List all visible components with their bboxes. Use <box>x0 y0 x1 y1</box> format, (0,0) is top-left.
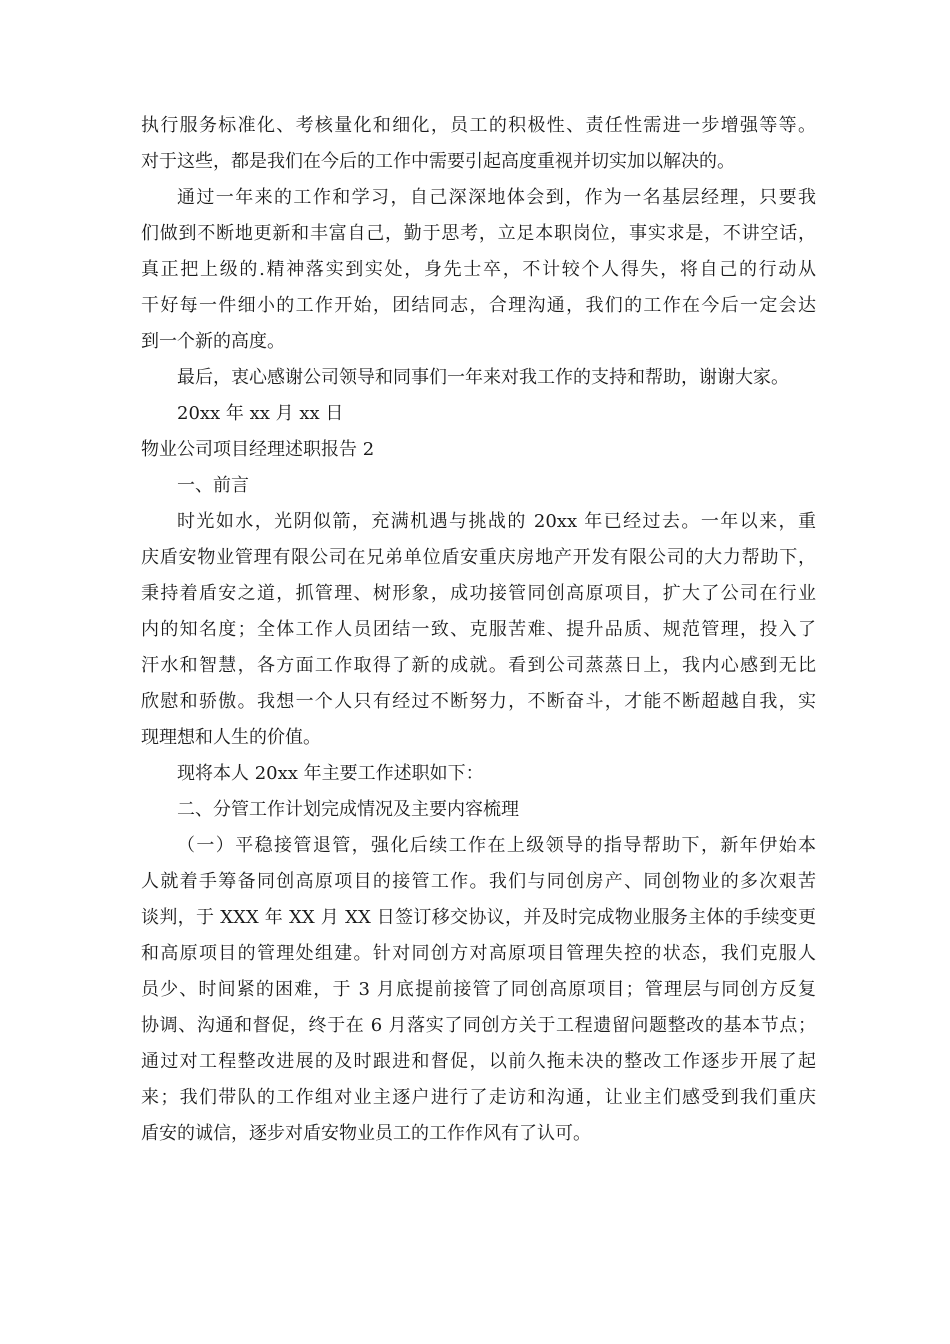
text-line: 通过一年来的工作和学习，自己深深地体会到，作为一名基层经理，只要我 <box>177 187 816 208</box>
text-line: 对于这些，都是我们在今后的工作中需要引起高度重视并切实加以解决的。 <box>141 151 735 172</box>
paragraph-thanks <box>141 360 816 396</box>
paragraph-preface <box>141 504 816 756</box>
text-line: 协调、沟通和督促，终于在 6 月落实了同创方关于工程遗留问题整改的基本节点； <box>141 1015 816 1036</box>
paragraph-intro <box>141 756 816 792</box>
text-line: 最后，衷心感谢公司领导和同事们一年来对我工作的支持和帮助，谢谢大家。 <box>177 367 789 388</box>
text-line: 谈判，于 XXX 年 XX 月 XX 日签订移交协议，并及时完成物业服务主体的手续变更 <box>141 907 816 928</box>
text-line: 们做到不断地更新和丰富自己，勤于思考，立足本职岗位，事实求是，不讲空话， <box>141 223 816 244</box>
date-line: 20xx 年 xx 月 xx 日 <box>177 403 344 424</box>
text-line: 人就着手筹备同创高原项目的接管工作。我们与同创房产、同创物业的多次艰苦 <box>141 871 816 892</box>
text-line: 庆盾安物业管理有限公司在兄弟单位盾安重庆房地产开发有限公司的大力帮助下， <box>141 547 816 568</box>
paragraph-date <box>141 396 816 432</box>
text-line: 时光如水，光阴似箭，充满机遇与挑战的 20xx 年已经过去。一年以来，重 <box>177 511 816 532</box>
text-line: （一）平稳接管退管，强化后续工作在上级领导的指导帮助下，新年伊始本 <box>177 835 816 856</box>
text-line: 欣慰和骄傲。我想一个人只有经过不断努力，不断奋斗，才能不断超越自我，实 <box>141 691 816 712</box>
heading-line: 一、前言 <box>177 475 249 496</box>
text-line: 到一个新的高度。 <box>141 331 285 352</box>
text-line: 现理想和人生的价值。 <box>141 727 321 748</box>
heading-line: 二、分管工作计划完成情况及主要内容梳理 <box>177 799 519 820</box>
text-line: 执行服务标准化、考核量化和细化，员工的积极性、责任性需进一步增强等等。 <box>141 115 816 136</box>
paragraph-takeover <box>141 828 816 1152</box>
document-body <box>141 108 816 1152</box>
report-title <box>141 432 816 468</box>
text-line: 干好每一件细小的工作开始，团结同志，合理沟通，我们的工作在今后一定会达 <box>141 295 816 316</box>
text-line: 和高原项目的管理处组建。针对同创方对高原项目管理失控的状态，我们克服人 <box>141 943 816 964</box>
text-line: 内的知名度；全体工作人员团结一致、克服苦难、提升品质、规范管理，投入了 <box>141 619 816 640</box>
text-line: 汗水和智慧，各方面工作取得了新的成就。看到公司蒸蒸日上，我内心感到无比 <box>141 655 816 676</box>
section-heading-preface <box>141 468 816 504</box>
paragraph-reflection <box>141 180 816 360</box>
text-line: 通过对工程整改进展的及时跟进和督促，以前久拖未决的整改工作逐步开展了起 <box>141 1051 816 1072</box>
text-line: 现将本人 20xx 年主要工作述职如下： <box>177 763 484 784</box>
paragraph-issues-summary <box>141 108 816 180</box>
text-line: 秉持着盾安之道，抓管理、树形象，成功接管同创高原项目，扩大了公司在行业 <box>141 583 816 604</box>
text-line: 员少、时间紧的困难，于 3 月底提前接管了同创高原项目；管理层与同创方反复 <box>141 979 816 1000</box>
section-heading-work-plan <box>141 792 816 828</box>
text-line: 真正把上级的.精神落实到实处，身先士卒，不计较个人得失，将自己的行动从 <box>141 259 816 280</box>
text-line: 盾安的诚信，逐步对盾安物业员工的工作作风有了认可。 <box>141 1123 591 1144</box>
text-line: 来；我们带队的工作组对业主逐户进行了走访和沟通，让业主们感受到我们重庆 <box>141 1087 816 1108</box>
title-line: 物业公司项目经理述职报告 2 <box>141 439 375 460</box>
